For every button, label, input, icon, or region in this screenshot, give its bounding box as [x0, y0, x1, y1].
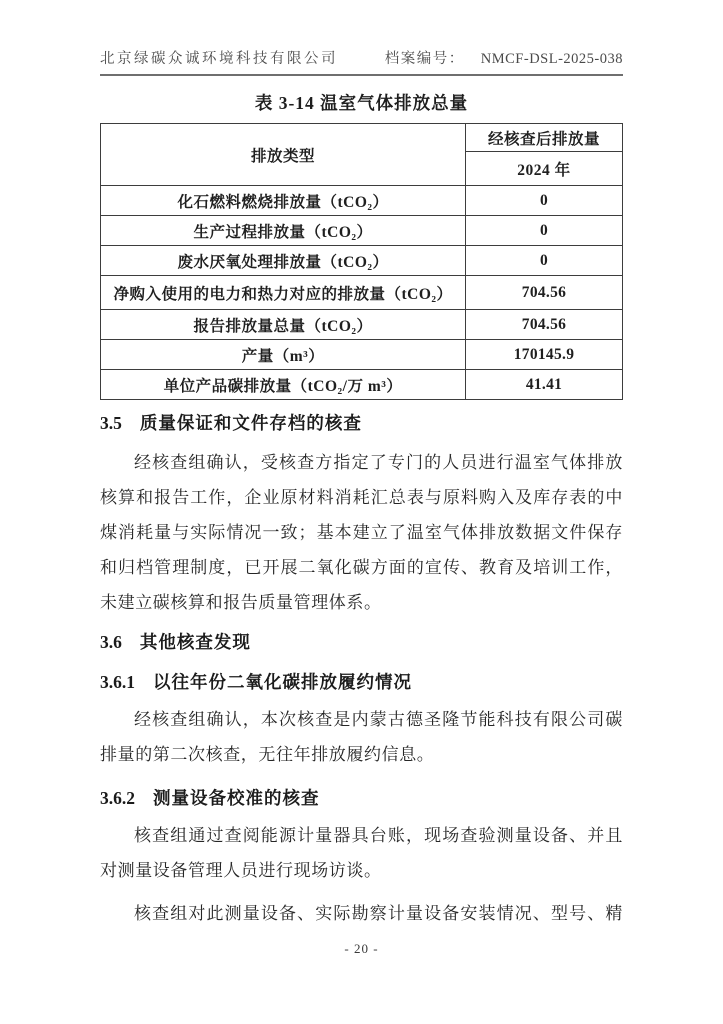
- emission-type-cell: 生产过程排放量（tCO₂）: [101, 216, 466, 246]
- emission-type-cell: 废水厌氧处理排放量（tCO₂）: [101, 246, 466, 276]
- archive-number: NMCF-DSL-2025-038: [480, 51, 623, 67]
- archive-info: [385, 47, 623, 68]
- section-number: 3.5: [100, 413, 122, 433]
- col-header-year: 2024 年: [466, 152, 623, 186]
- page-number: - 20 -: [344, 941, 379, 956]
- emissions-table: [100, 123, 623, 400]
- emission-value-cell: 704.56: [466, 310, 623, 340]
- section-number: 3.6.1: [100, 672, 135, 692]
- section-heading-3-5: [100, 411, 623, 435]
- emission-type-cell: 净购入使用的电力和热力对应的排放量（tCO₂）: [101, 276, 466, 310]
- section-title: 测量设备校准的核查: [153, 788, 320, 808]
- archive-label: 档案编号：: [384, 51, 465, 67]
- table-row: [101, 370, 623, 400]
- paragraph-3-5: 经核查组确认，受核查方指定了专门的人员进行温室气体排放核算和报告工作，企业原材料消耗汇总表与原料购入及库存表的中煤消耗量与实际情况一致；基本建立了温室气体排放数据文件保存和归档管理制度，已开展二氧化碳方面的宣传、教育及培训工作，未建立碳核算和报告质量管理体系。: [100, 453, 623, 612]
- paragraph-3-6-1: 经核查组确认，本次核查是内蒙古德圣隆节能科技有限公司碳排量的第二次核查，无往年排放履约信息。: [100, 710, 623, 764]
- emission-type-cell: 化石燃料燃烧排放量（tCO₂）: [101, 186, 466, 216]
- document-body: [100, 397, 623, 931]
- paragraph-3-6-2-a: 核查组通过查阅能源计量器具台账，现场查验测量设备、并且对测量设备管理人员进行现场访谈。: [100, 826, 623, 880]
- table-row: [101, 246, 623, 276]
- paragraph-3-6-2-b: 核查组对此测量设备、实际勘察计量设备安装情况、型号、精: [134, 904, 623, 923]
- section-title: 以往年份二氧化碳排放履约情况: [153, 672, 412, 692]
- page-header: [100, 47, 623, 76]
- table-row: [101, 310, 623, 340]
- emission-value-cell: 41.41: [466, 370, 623, 400]
- section-number: 3.6.2: [100, 788, 135, 808]
- table-row: [101, 216, 623, 246]
- table-row: [101, 276, 623, 310]
- table-caption: 表 3-14 温室气体排放总量: [254, 93, 469, 113]
- section-heading-3-6-2: [100, 786, 623, 810]
- section-title: 其他核查发现: [139, 632, 251, 652]
- emission-type-cell: 报告排放量总量（tCO₂）: [101, 310, 466, 340]
- col-header-emission-type: 排放类型: [101, 124, 466, 186]
- emission-value-cell: 704.56: [466, 276, 623, 310]
- company-name: 北京绿碳众诚环境科技有限公司: [100, 51, 338, 67]
- emission-value-cell: 0: [466, 216, 623, 246]
- emission-value-cell: 170145.9: [466, 340, 623, 370]
- emission-value-cell: 0: [466, 246, 623, 276]
- emission-type-cell: 产量（m³）: [101, 340, 466, 370]
- col-header-verified-emissions: 经核查后排放量: [466, 124, 623, 152]
- emission-value-cell: 0: [466, 186, 623, 216]
- table-row: [101, 186, 623, 216]
- section-heading-3-6-1: [100, 670, 623, 694]
- table-row: [101, 340, 623, 370]
- section-number: 3.6: [100, 632, 122, 652]
- emission-type-cell: 单位产品碳排放量（tCO₂/万 m³）: [101, 370, 466, 400]
- table-header-row: [101, 124, 623, 152]
- section-title: 质量保证和文件存档的核查: [139, 413, 362, 433]
- section-heading-3-6: [100, 630, 623, 654]
